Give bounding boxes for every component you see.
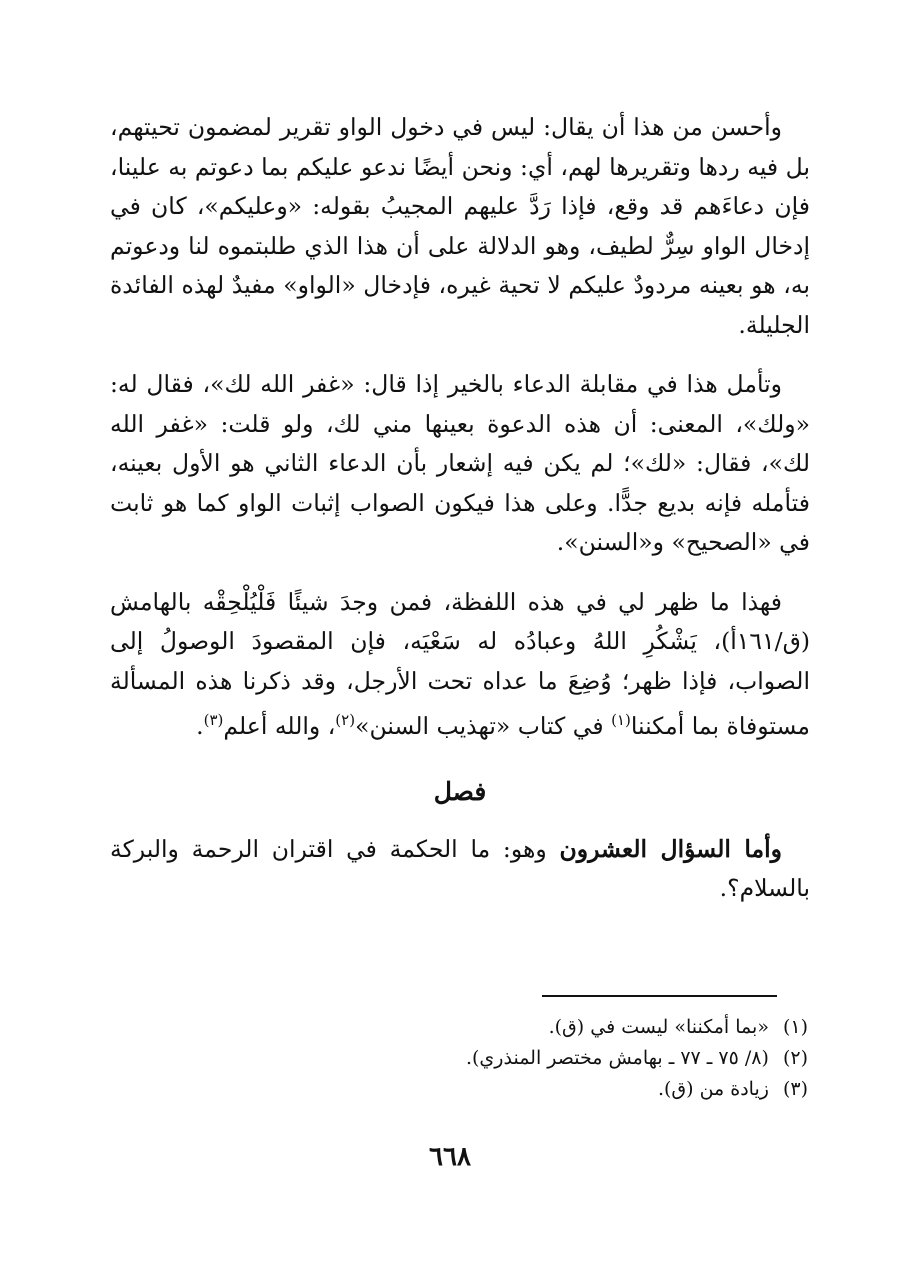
paragraph-3-part-c: ، والله أعلم — [223, 711, 336, 740]
paragraph-4-lead: وأما السؤال العشرون — [559, 834, 782, 863]
footnote-1-number: (١) — [782, 1016, 808, 1038]
footnote-3 — [110, 1074, 808, 1105]
footnote-2-text: (٨/ ٧٥ ـ ٧٧ ـ بهامش مختصر المنذري). — [465, 1047, 769, 1069]
footnote-1 — [110, 1012, 808, 1043]
paragraph-1: وأحسن من هذا أن يقال: ليس في دخول الواو تقرير لمضمون تحيتهم، بل فيه ردها وتقريرها لهم، أي: ونحن أيضًا ندعو عليكم بما دعوتم به علينا، فإن دعاءَهم قد وقع، فإذا رَدَّ عليهم المجيبُ بقوله: «وعليكم»، كان في إدخال الواو سِرٌّ لطيف، وهو الدلالة على أن هذا الذي طلبتموه لنا ودعوتم به، هو بعينه مردودٌ عليكم لا تحية غيره، فإدخال «الواو» مفيدٌ لهذه الفائدة الجليلة. — [110, 113, 810, 339]
paragraph-3 — [110, 583, 810, 747]
footnote-2-number: (٢) — [782, 1047, 808, 1069]
footnotes — [110, 1012, 808, 1105]
paragraph-4 — [110, 830, 810, 909]
footnote-separator — [542, 995, 777, 997]
footnote-1-text: «بما أمكننا» ليست في (ق). — [548, 1016, 769, 1038]
page-number: ٦٦٨ — [429, 1142, 471, 1172]
paragraph-3-part-b: في كتاب «تهذيب السنن» — [355, 711, 612, 740]
footnote-3-number: (٣) — [782, 1078, 808, 1100]
paragraph-4-rest: وهو: ما الحكمة في اقتران الرحمة والبركة بالسلام؟. — [110, 834, 810, 903]
paragraph-3-part-a: فهذا ما ظهر لي في هذه اللفظة، فمن وجدَ شيئًا فَلْيُلْحِقْه بالهامش (ق/١٦١أ)، يَشْكُرِ اللهُ وعبادُه له سَعْيَه، فإن المقصودَ الوصولُ إلى الصواب، فإذا ظهر؛ وُضِعَ ما عداه تحت الأرجل، وقد ذكرنا هذه المسألة مستوفاة بما أمكننا — [110, 587, 810, 740]
paragraph-2: وتأمل هذا في مقابلة الدعاء بالخير إذا قال: «غفر الله لك»، فقال له: «ولك»، المعنى: أن هذه الدعوة بعينها مني لك، ولو قلت: «غفر الله لك»، فقال: «لك»؛ لم يكن فيه إشعار بأن الدعاء الثاني هو الأول بعينه، فتأمله فإنه بديع جدًّا. وعلى هذا فيكون الصواب إثبات الواو كما هو ثابت في «الصحيح» و«السنن». — [110, 370, 810, 556]
footnote-ref-3: (٣) — [203, 711, 224, 729]
paragraph-3-part-d: . — [196, 711, 204, 740]
main-text — [110, 108, 810, 929]
footnote-3-text: زيادة من (ق). — [657, 1078, 769, 1100]
section-heading: فصل — [433, 777, 487, 807]
footnote-ref-1: (١) — [611, 711, 631, 729]
footnote-ref-2: (٢) — [335, 711, 356, 729]
footnote-2 — [110, 1043, 808, 1074]
